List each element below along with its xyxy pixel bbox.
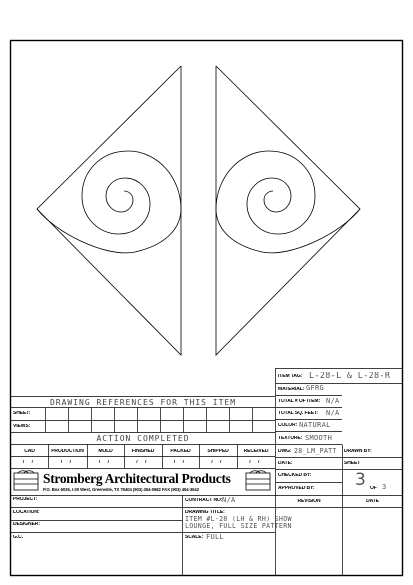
approved-by-label: APPROVED BY: xyxy=(278,486,315,491)
gc-label: G.C. xyxy=(13,535,23,540)
color-value: NATURAL xyxy=(299,422,331,429)
action-col-mold: MOLD xyxy=(98,449,113,454)
action-date-production: / / xyxy=(60,460,75,465)
revision-date-header: DATE xyxy=(366,499,379,504)
drawn-by-label: DRAWN BY: xyxy=(344,449,372,454)
dwg-value: 28_LM_PATT xyxy=(294,448,337,455)
sheet-label: SHEET: xyxy=(13,411,31,416)
sheet-number-value: 3 xyxy=(355,472,366,489)
total-items-value: N/A xyxy=(326,398,340,405)
contract-value: N/A xyxy=(222,497,236,504)
action-col-shipped: SHIPPED xyxy=(207,449,229,454)
company-name: Stromberg Architectural Products xyxy=(43,472,231,486)
revision-header: REVISION xyxy=(297,499,321,504)
designer-label: DESIGNER: xyxy=(13,522,40,527)
views-label: VIEWS: xyxy=(13,424,31,429)
drawing-title-line-1: ITEM #L-28 (LH & RH) SHOW xyxy=(185,516,292,523)
location-label: LOCATION: xyxy=(13,510,40,515)
texture-label: TEXTURE: xyxy=(278,436,303,441)
color-label: COLOR: xyxy=(278,423,298,428)
action-col-cad: CAD xyxy=(24,449,35,454)
total-sqft-label: TOTAL SQ. FEET: xyxy=(278,411,318,416)
action-col-received: RECEIVED xyxy=(243,449,269,454)
item-tag-value: L-28-L & L-28-R xyxy=(309,372,391,381)
drawing-references-title: DRAWING REFERENCES FOR THIS ITEM xyxy=(49,399,237,407)
project-label: PROJECT: xyxy=(13,497,37,502)
material-label: MATERIAL: xyxy=(278,387,305,392)
action-date-cad: / / xyxy=(22,460,37,465)
contract-label: CONTRACT NO: xyxy=(185,498,223,503)
scale-label: SCALE: xyxy=(185,535,204,540)
dwg-label: DWG: xyxy=(278,449,292,454)
total-sqft-value: N/A xyxy=(326,410,340,417)
action-col-production: PRODUCTION xyxy=(51,449,84,454)
company-logo-right-icon xyxy=(246,471,270,490)
checked-by-label: CHECKED BY: xyxy=(278,473,312,478)
action-col-packed: PACKED xyxy=(170,449,191,454)
action-date-mold: / / xyxy=(98,460,113,465)
right-ornament-drawing xyxy=(216,66,360,355)
sheet-total-value: 3 xyxy=(382,484,387,491)
action-date-finished: / / xyxy=(136,460,150,465)
action-date-packed: / / xyxy=(173,460,188,465)
action-completed-title: ACTION COMPLETED xyxy=(96,435,190,443)
texture-value: SMOOTH xyxy=(305,435,333,442)
company-logo-left-icon xyxy=(14,471,38,490)
drawing-title-label: DRAWING TITLE: xyxy=(185,510,225,515)
action-date-received: / / xyxy=(249,460,263,465)
date-label: DATE: xyxy=(278,461,293,466)
item-tag-label: ITEM TAG: xyxy=(278,374,303,379)
left-ornament-drawing xyxy=(37,66,181,355)
sheet-number-label: SHEET xyxy=(344,461,361,466)
action-date-shipped: / / xyxy=(211,460,225,465)
company-address: P.O. Box 6036, I-30 West, Greenville, TX 75404 (903) 454-0682 FAX (903) 454-3642 xyxy=(43,488,199,492)
total-items-label: TOTAL # OF ITEM: xyxy=(278,399,321,404)
drawing-title-line-2: LOUNGE, FULL SIZE PATTERN xyxy=(185,523,292,530)
action-col-finished: FINISHED xyxy=(131,449,155,454)
scale-value: FULL xyxy=(206,534,225,541)
material-value: GFRG xyxy=(306,385,325,392)
sheet-of-label: OF xyxy=(370,486,377,491)
